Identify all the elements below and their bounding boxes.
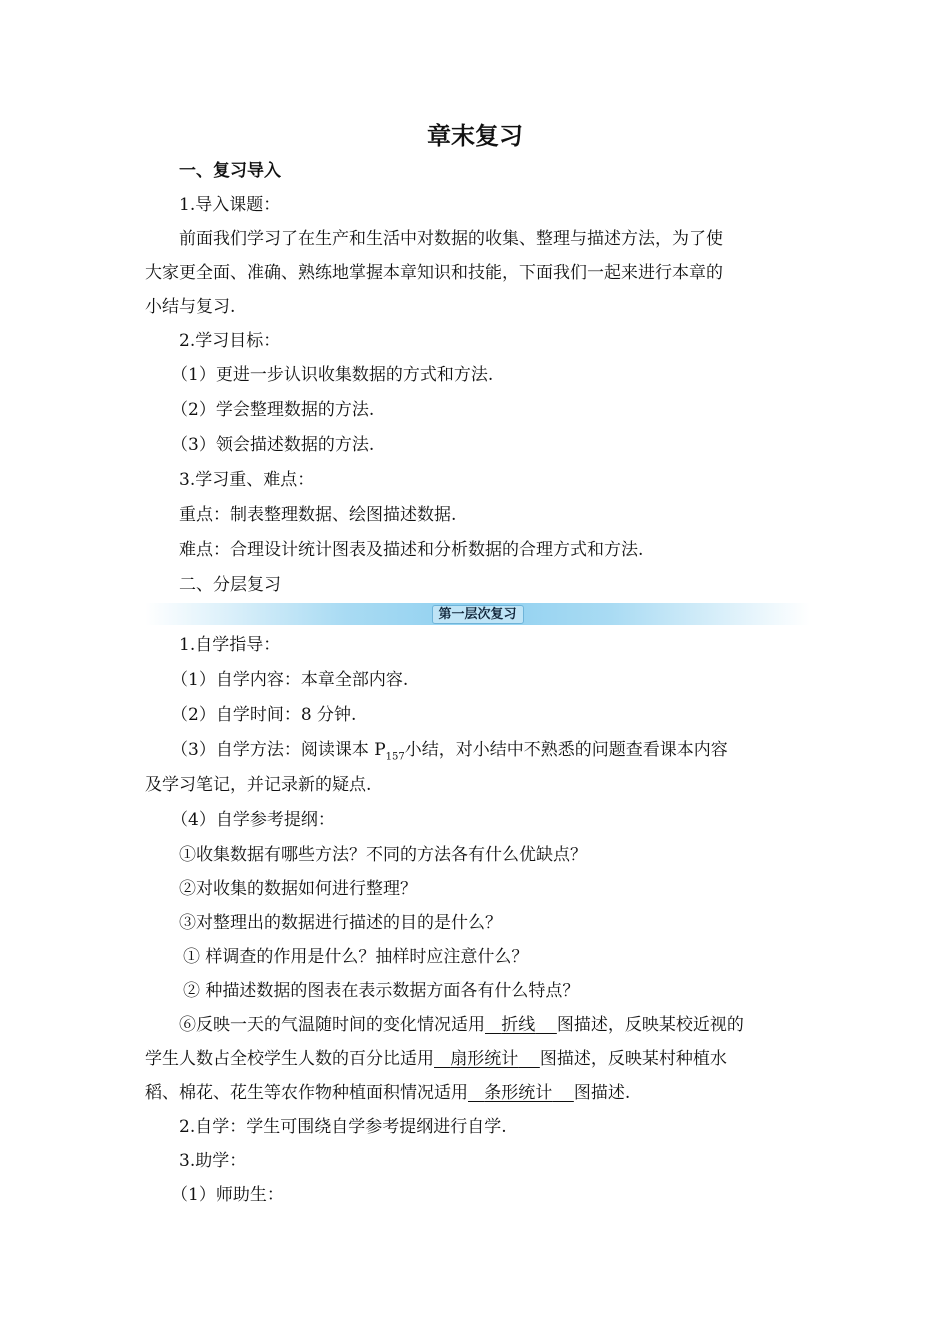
guide-item-3-continued: 及学习笔记，并记录新的疑点. (145, 775, 372, 795)
q6-text-b: 图描述，反映某校近视的 (556, 1015, 744, 1035)
intro-label: 1.导入课题： (179, 195, 281, 215)
outline-question-6-line3 (145, 1076, 810, 1110)
key-point: 重点：制表整理数据、绘图描述数据. (179, 505, 457, 525)
intro-paragraph-line1: 前面我们学习了在生产和生活中对数据的收集、整理与描述方法，为了使 (179, 229, 723, 249)
keys-label: 3.学习重、难点： (179, 470, 315, 490)
guide-label: 1.自学指导： (179, 635, 281, 655)
q6-text-d: 图描述，反映某村种植水 (539, 1049, 727, 1069)
help-item-1: （1）师助生： (171, 1185, 284, 1205)
level-banner (145, 603, 810, 625)
fill-blank-2 (434, 1042, 540, 1076)
outline-question-6-line2 (145, 1042, 810, 1076)
guide-item-1: （1）自学内容：本章全部内容. (171, 670, 409, 690)
fill-blank-3-answer: 条形统计 (484, 1083, 553, 1103)
self-study-line: 2.自学：学生可围绕自学参考提纲进行自学. (179, 1117, 507, 1137)
fill-blank-3 (468, 1076, 574, 1110)
page-title: 章末复习 (427, 122, 523, 150)
fill-blank-2-answer: 扇形统计 (450, 1049, 519, 1069)
intro-paragraph-line3: 小结与复习. (145, 297, 236, 317)
guide-item-2: （2）自学时间：8 分钟. (171, 705, 357, 725)
q6-text-e: 稻、棉花、花生等农作物种植面积情况适用 (145, 1083, 468, 1103)
outline-question-2: ②对收集的数据如何进行整理？ (179, 879, 417, 899)
guide-item-3-text-a: （3）自学方法：阅读课本 P (171, 740, 386, 760)
fill-blank-1 (485, 1008, 557, 1042)
outline-question-3: ③对整理出的数据进行描述的目的是什么？ (179, 913, 502, 933)
goal-item-1: （1）更进一步认识收集数据的方式和方法. (171, 365, 494, 385)
help-label: 3.助学： (179, 1151, 247, 1171)
goals-label: 2.学习目标： (179, 331, 281, 351)
section-heading-layered-review: 二、分层复习 (179, 575, 281, 595)
q6-text-a: ⑥反映一天的气温随时间的变化情况适用 (179, 1015, 485, 1035)
outline-question-6-line1 (145, 1008, 810, 1042)
guide-item-3-text-b: 小结，对小结中不熟悉的问题查看课本内容 (404, 740, 728, 760)
section-heading-review-intro: 一、复习导入 (179, 161, 281, 181)
level-banner-label: 第一层次复习 (431, 605, 523, 624)
outline-question-5: ② 种描述数据的图表在表示数据方面各有什么特点？ (183, 981, 580, 1001)
q6-text-f: 图描述. (573, 1083, 631, 1103)
q6-text-c: 学生人数占全校学生人数的百分比适用 (145, 1049, 434, 1069)
guide-item-4: （4）自学参考提纲： (171, 810, 335, 830)
outline-question-1: ①收集数据有哪些方法？不同的方法各有什么优缺点？ (179, 845, 587, 865)
difficulty-point: 难点：合理设计统计图表及描述和分析数据的合理方式和方法. (179, 540, 644, 560)
intro-paragraph-line2: 大家更全面、准确、熟练地掌握本章知识和技能，下面我们一起来进行本章的 (145, 263, 723, 283)
outline-question-4: ① 样调查的作用是什么？抽样时应注意什么？ (183, 947, 529, 967)
fill-blank-1-answer: 折线 (501, 1015, 536, 1035)
goal-item-3: （3）领会描述数据的方法. (171, 435, 375, 455)
goal-item-2: （2）学会整理数据的方法. (171, 400, 375, 420)
page-number-subscript: 157 (385, 751, 405, 763)
